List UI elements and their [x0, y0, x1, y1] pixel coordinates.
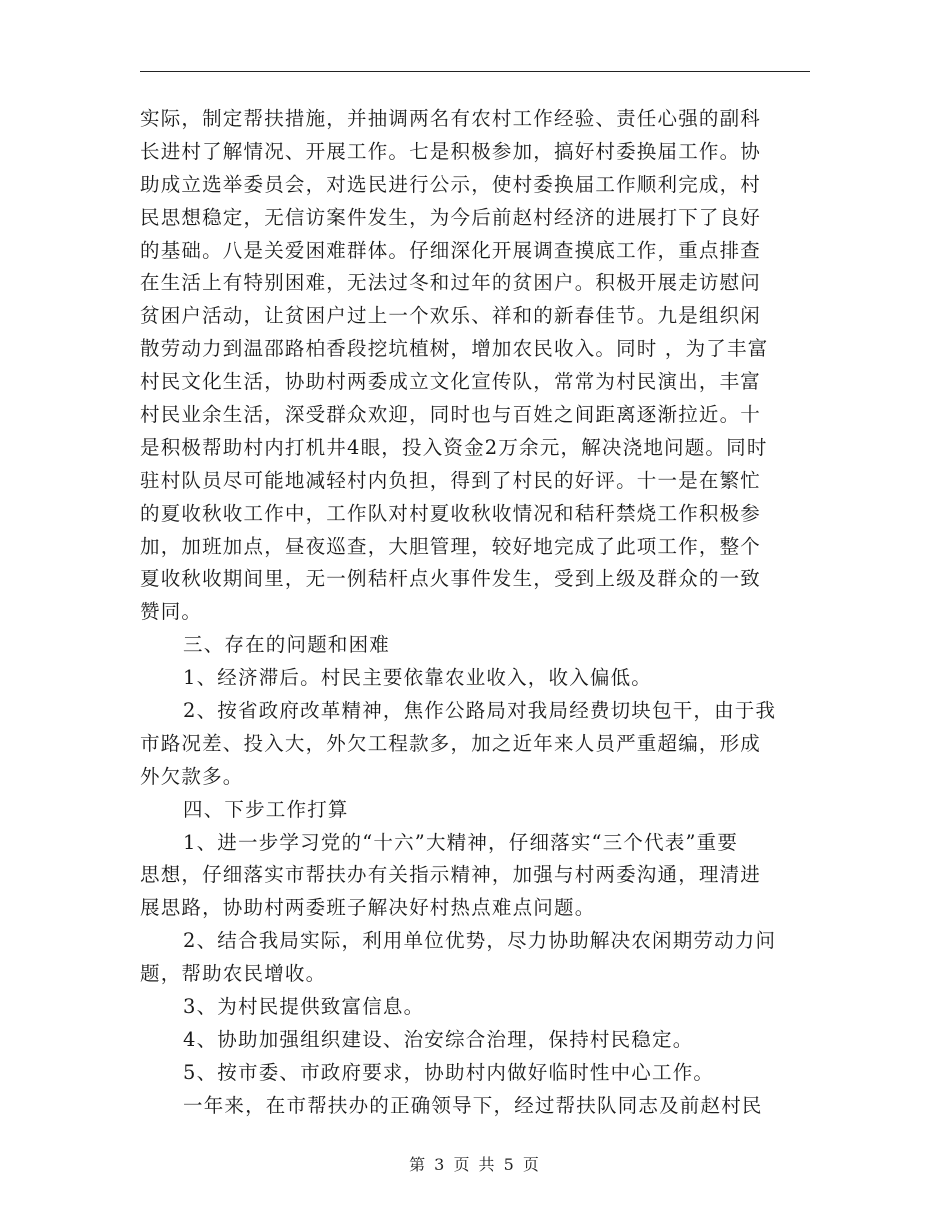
text-line: 题，帮助农民增收。 — [140, 962, 327, 986]
header-rule — [140, 71, 810, 72]
text-line: 市路况差、投入大，外欠工程款多，加之近年来人员严重超编，形成 — [140, 731, 762, 755]
text-line: 村民文化生活，协助村两委成立文化宣传队，常常为村民演出，丰富 — [140, 370, 762, 394]
text-line: 加，加班加点，昼夜巡查，大胆管理，较好地完成了此项工作，整个 — [140, 534, 762, 558]
text-line: 的夏收秋收工作中，工作队对村夏收秋收情况和秸秆禁烧工作积极参 — [140, 501, 762, 525]
text-line: 实际，制定帮扶措施，并抽调两名有农村工作经验、责任心强的副科 — [140, 107, 762, 130]
text-line: 1、进一步学习党的“十六”大精神，仔细落实“三个代表”重要 — [183, 830, 739, 854]
text-line: 贫困户活动，让贫困户过上一个欢乐、祥和的新春佳节。九是组织闲 — [140, 304, 762, 328]
text-line: 赞同。 — [140, 600, 203, 624]
text-line: 助成立选举委员会，对选民进行公示，使村委换届工作顺利完成，村 — [140, 172, 762, 196]
page-footer: 第 3 页 共 5 页 — [409, 1155, 541, 1174]
text-line: 散劳动力到温邵路柏香段挖坑植树，增加农民收入。同时 ，为了丰富 — [140, 337, 769, 361]
text-line: 外欠款多。 — [140, 764, 244, 788]
text-line: 三、存在的问题和困难 — [183, 633, 391, 657]
text-line: 4、协助加强组织建设、治安综合治理，保持村民稳定。 — [183, 1027, 694, 1051]
text-line: 2、按省政府改革精神，焦作公路局对我局经费切块包干，由于我 — [183, 699, 777, 723]
text-line: 展思路，协助村两委班子解决好村热点难点问题。 — [140, 896, 596, 920]
text-line: 长进村了解情况、开展工作。七是积极参加，搞好村委换届工作。协 — [140, 139, 762, 163]
text-line: 5、按市委、市政府要求，协助村内做好临时性中心工作。 — [183, 1060, 715, 1084]
text-line: 的基础。八是关爱困难群体。仔细深化开展调查摸底工作，重点排查 — [140, 238, 762, 262]
text-line: 驻村队员尽可能地减轻村内负担，得到了村民的好评。十一是在繁忙 — [140, 468, 762, 492]
document-body — [140, 103, 812, 1123]
text-line: 是积极帮助村内打机井4眼，投入资金2万余元，解决浇地问题。同时 — [140, 435, 768, 459]
text-line: 村民业余生活，深受群众欢迎，同时也与百姓之间距离逐渐拉近。十 — [140, 403, 762, 427]
text-line: 2、结合我局实际，利用单位优势，尽力协助解决农闲期劳动力问 — [183, 929, 777, 953]
text-line: 思想，仔细落实市帮扶办有关指示精神，加强与村两委沟通，理清进 — [140, 863, 762, 887]
text-line: 一年来，在市帮扶办的正确领导下，经过帮扶队同志及前赵村民 — [183, 1093, 763, 1117]
text-line: 1、经济滞后。村民主要依靠农业收入，收入偏低。 — [183, 666, 653, 690]
text-line: 民思想稳定，无信访案件发生，为今后前赵村经济的进展打下了良好 — [140, 205, 762, 229]
text-line: 3、为村民提供致富信息。 — [183, 995, 425, 1019]
text-line: 夏收秋收期间里，无一例秸杆点火事件发生，受到上级及群众的一致 — [140, 567, 762, 591]
text-line: 四、下步工作打算 — [183, 797, 349, 821]
text-line: 在生活上有特别困难，无法过冬和过年的贫困户。积极开展走访慰问 — [140, 271, 762, 295]
